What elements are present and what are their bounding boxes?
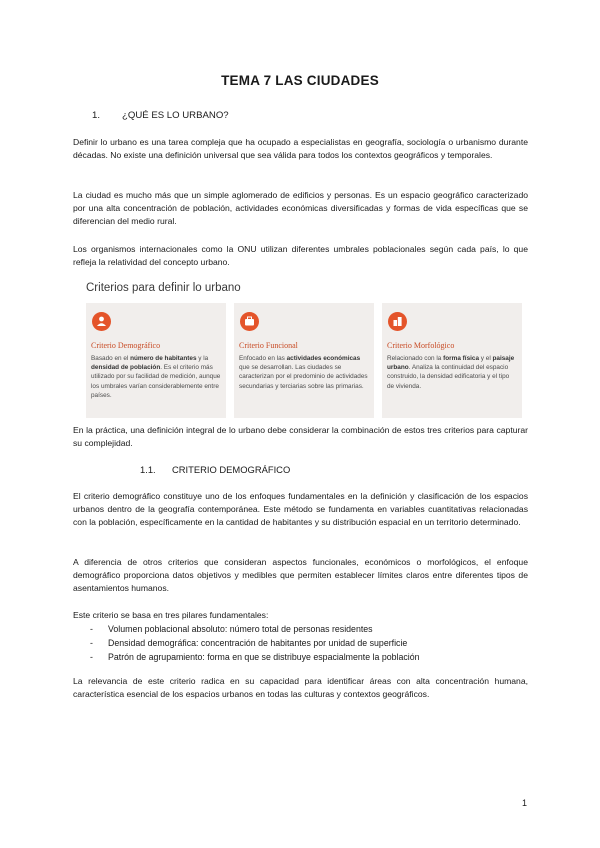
paragraph-relevance: La relevancia de este criterio radica en su capacidad para identificar áreas con alta concentración humana, característica esencial de los espacios urbanos en todas las culturas y contextos geográficos. xyxy=(73,676,528,699)
card-title: Criterio Demográfico xyxy=(91,341,161,350)
paragraph-difference: A diferencia de otros criterios que consideran aspectos funcionales, económicos o morfológicos, el enfoque demográfico proporciona datos objetivos y medibles que permiten establecer límites claros entre diferentes tipos de asentamientos humanos. xyxy=(73,557,528,593)
card-text: Basado en el número de habitantes y la densidad de población. Es el criterio más utilizado por su facilidad de medición, aunque los umbrales varían considerablemente entre países. xyxy=(91,355,221,399)
buildings-icon xyxy=(388,312,407,331)
card-title: Criterio Morfológico xyxy=(387,341,455,350)
card-demographic xyxy=(86,303,226,418)
paragraph-practice: En la práctica, una definición integral de lo urbano debe considerar la combinación de estos tres criterios para capturar su complejidad. xyxy=(73,425,528,448)
page-number: 1 xyxy=(521,798,527,808)
paragraph-city: La ciudad es mucho más que un simple aglomerado de edificios y personas. Es un espacio geográfico caracterizado por una alta concentración de población, actividades económicas diversificadas y formas de vida específicas que se diferencian del medio rural. xyxy=(73,190,528,226)
briefcase-icon xyxy=(240,312,259,331)
card-text: Enfocado en las actividades económicas que se desarrollan. Las ciudades se caracterizan por el predominio de actividades secundarias y terciarias sobre las primarias. xyxy=(239,355,368,390)
paragraph-pillars-intro: Este criterio se basa en tres pilares fundamentales: xyxy=(73,610,269,620)
list-item: - Patrón de agrupamiento: forma en que se distribuye espacialmente la población xyxy=(90,652,420,662)
paragraph-demographic: El criterio demográfico constituye uno de los enfoques fundamentales en la definición y clasificación de los espacios urbanos dentro de la geografía contemporánea. Este método se fundamenta en variables cuantitativas relacionadas con la población, específicamente en la cantidad de habitantes y su distribución espacial en un territorio determinado. xyxy=(73,491,528,527)
pillars-list xyxy=(90,622,530,664)
paragraph-onu: Los organismos internacionales como la ONU utilizan diferentes umbrales poblacionales según cada país, lo que refleja la relatividad del concepto urbano. xyxy=(73,244,528,267)
list-item: - Volumen poblacional absoluto: número total de personas residentes xyxy=(90,624,373,634)
section-title: ¿QUÉ ES LO URBANO? xyxy=(122,110,229,121)
paragraph-intro: Definir lo urbano es una tarea compleja que ha ocupado a especialistas en geografía, sociología o urbanismo durante décadas. No existe una definición universal que sea válida para todos los contextos geográficos y temporales. xyxy=(73,137,528,160)
section-heading xyxy=(92,110,229,121)
subsection-title: CRITERIO DEMOGRÁFICO xyxy=(172,464,291,475)
list-item: - Densidad demográfica: concentración de habitantes por unidad de superficie xyxy=(90,638,408,648)
criteria-figure xyxy=(86,282,522,418)
card-morphological xyxy=(382,303,522,418)
document-title: TEMA 7 LAS CIUDADES xyxy=(221,73,379,88)
figure-title: Criterios para definir lo urbano xyxy=(86,282,241,294)
subsection-heading xyxy=(140,464,290,475)
card-text: Relacionado con la forma física y el paisaje urbano. Analiza la continuidad del espacio construido, la densidad edificatoria y el tipo de vivienda. xyxy=(387,355,515,390)
section-number: 1. xyxy=(92,110,101,121)
subsection-number: 1.1. xyxy=(140,464,156,475)
people-icon xyxy=(92,312,111,331)
card-functional xyxy=(234,303,374,418)
card-title: Criterio Funcional xyxy=(239,341,298,350)
